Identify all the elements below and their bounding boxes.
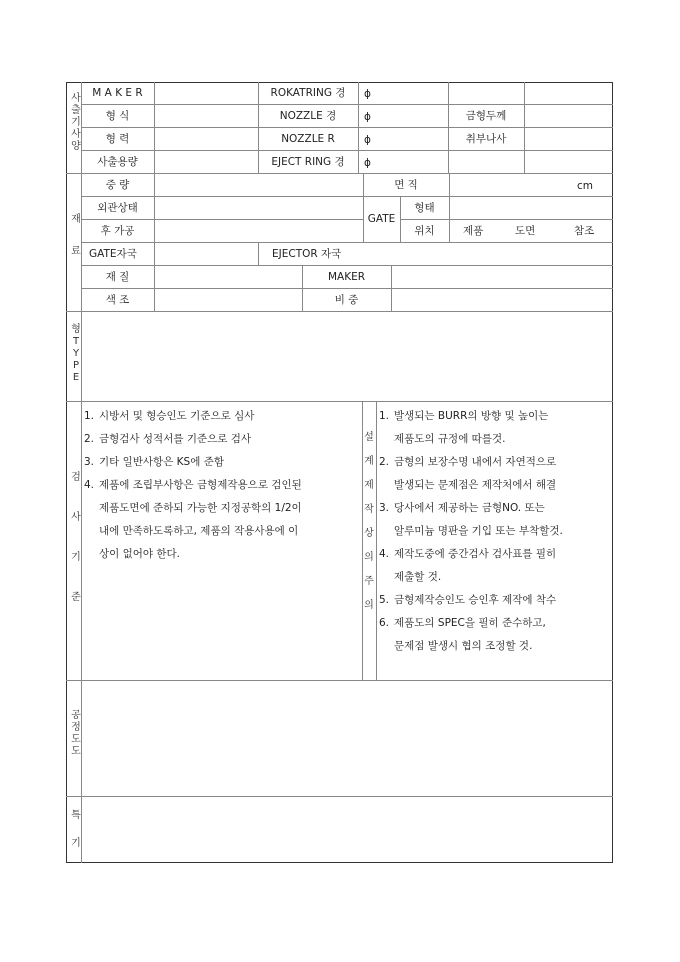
- label-specific-gravity: 비 중: [334, 294, 359, 306]
- label-color: 색 조: [105, 294, 130, 306]
- side-label-process: 공 정 도 도: [71, 710, 81, 757]
- col-line: [154, 173, 155, 311]
- list-item: 발생되는 문제점은 제작처에서 해결: [394, 479, 557, 491]
- side-label-inspection: 검 사 기 준: [71, 472, 81, 603]
- list-item: 제품도면에 준하되 가능한 지정공학의 1/2이: [99, 502, 302, 514]
- label-nozzle-r: NOZZLE R: [281, 133, 335, 145]
- label-appearance: 외관상태: [97, 202, 138, 214]
- phi-symbol: ϕ: [364, 134, 371, 146]
- row-line: [400, 219, 613, 220]
- phi-symbol: ϕ: [364, 111, 371, 123]
- label-ejector-mark: EJECTOR 자국: [272, 248, 342, 260]
- list-item: 4. 제품에 조립부사항은 금형제작용으로 검인된: [84, 479, 302, 491]
- row-line: [81, 104, 613, 105]
- form-frame: [66, 82, 613, 863]
- label-area: 면 직: [394, 179, 418, 191]
- label-material: 재 질: [105, 271, 130, 283]
- list-item: 1. 시방서 및 형승인도 기준으로 심사: [84, 410, 255, 422]
- list-item: 2. 금형의 보장수명 내에서 자연적으로: [379, 456, 557, 468]
- section-line: [66, 680, 613, 681]
- side-label-production-note: 설 계 제 작 상 의 주 의: [364, 432, 374, 611]
- label-shot-capacity: 사출용량: [97, 156, 138, 168]
- label-post-process: 후 가공: [100, 225, 135, 237]
- side-label-special: 특 기: [71, 810, 81, 849]
- label-drawing: 도면: [515, 225, 536, 237]
- list-item: 3. 기타 일반사항은 KS에 준함: [84, 456, 224, 468]
- row-line: [81, 127, 613, 128]
- label-nozzle-diameter: NOZZLE 경: [279, 110, 337, 122]
- row-line: [81, 196, 613, 197]
- col-line: [376, 401, 377, 680]
- area-unit: cm: [577, 180, 594, 192]
- list-item: 3. 당사에서 제공하는 금형NO. 또는: [379, 502, 545, 514]
- list-item: 4. 제작도중에 중간검사 검사표를 필히: [379, 548, 557, 560]
- section-line: [66, 796, 613, 797]
- row-line: [81, 219, 363, 220]
- col-line: [449, 173, 450, 242]
- list-item: 1. 발생되는 BURR의 방향 및 높이는: [379, 410, 549, 422]
- list-item: 6. 제품도의 SPEC을 필히 준수하고,: [379, 617, 546, 629]
- list-item: 알루미늄 명판을 기입 또는 부착할것.: [394, 525, 563, 537]
- label-product: 제품: [463, 225, 484, 237]
- label-clamp-force: 형 력: [105, 133, 130, 145]
- list-item: 제품도의 규정에 따를것.: [394, 433, 506, 445]
- col-line: [448, 82, 449, 173]
- col-line: [154, 82, 155, 173]
- label-gate-mark: GATE자국: [89, 248, 137, 260]
- label-gate-position: 위치: [414, 225, 435, 237]
- row-line: [81, 150, 613, 151]
- side-label-machine-spec: 사 출 기 사 양: [71, 93, 81, 152]
- row-line: [81, 288, 613, 289]
- section-line: [66, 311, 613, 312]
- label-material-maker: MAKER: [327, 271, 366, 283]
- phi-symbol: ϕ: [364, 157, 371, 169]
- list-item: 문제점 발생시 협의 조정할 것.: [394, 640, 533, 652]
- label-gate: GATE: [367, 213, 396, 225]
- col-line: [391, 265, 392, 311]
- label-weight: 중 량: [105, 179, 130, 191]
- list-item: 상이 없어야 한다.: [99, 548, 181, 560]
- row-line: [81, 242, 613, 243]
- col-line: [258, 242, 259, 265]
- label-reference: 참조: [574, 225, 595, 237]
- label-gate-shape: 형태: [414, 202, 435, 214]
- section-line: [66, 401, 613, 402]
- label-rokatring: ROKATRING 경: [270, 87, 346, 99]
- list-item: 제출할 것.: [394, 571, 442, 583]
- section-line: [66, 173, 613, 174]
- label-mold-thickness: 금형두께: [465, 110, 507, 122]
- col-line: [358, 82, 359, 173]
- list-item: 5. 금형제작승인도 승인후 제작에 착수: [379, 594, 557, 606]
- label-mounting-screw: 취부나사: [465, 133, 507, 145]
- side-label-material: 재 료: [71, 214, 81, 257]
- list-item: 2. 금형검사 성적서를 기준으로 검사: [84, 433, 252, 445]
- row-line: [81, 265, 613, 266]
- phi-symbol: ϕ: [364, 88, 371, 100]
- side-label-type: 형 T Y P E: [71, 324, 81, 383]
- label-mold-type: 형 식: [105, 110, 130, 122]
- list-item: 내에 만족하도록하고, 제품의 작용사용에 이: [99, 525, 299, 537]
- label-maker: M A K E R: [92, 87, 143, 99]
- col-line: [524, 82, 525, 173]
- label-eject-ring: EJECT RING 경: [271, 156, 345, 168]
